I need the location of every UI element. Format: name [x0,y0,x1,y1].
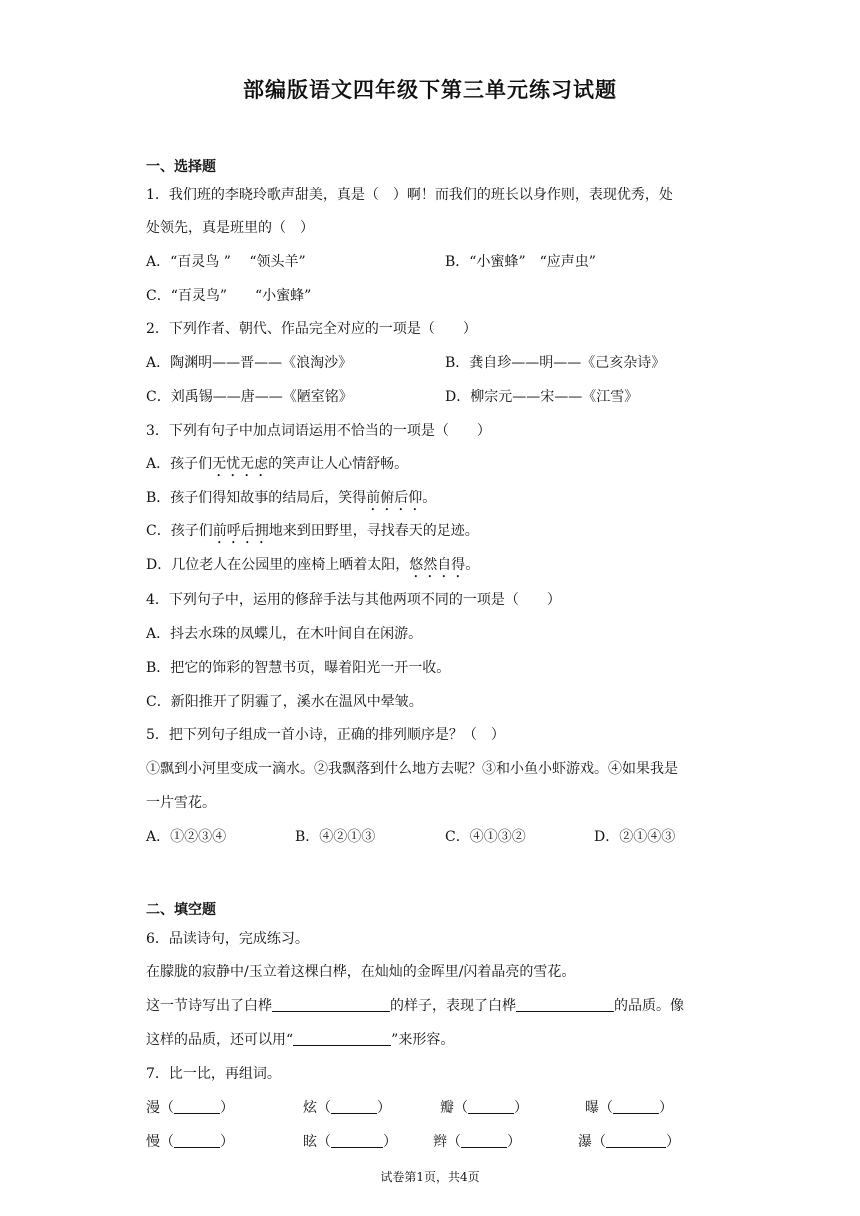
question-2-option-c: C．刘禹锡——唐——《陋室铭》 [146,389,353,405]
question-6-stem: 6．品读诗句，完成练习。 [146,931,309,947]
character: 瀑 [578,1134,592,1150]
option-b-text-end: 。 [422,490,437,506]
question-5-line-2: 一片雪花。 [146,795,216,811]
word-item [585,1098,673,1118]
question-1-option-c: C．“百灵鸟” “小蜜蜂” [146,288,312,304]
question-3-option-d [146,555,479,581]
section-heading-choice: 一、选择题 [146,159,216,175]
option-d-text: D．几位老人在公园里的座椅上晒着太阳， [146,557,410,573]
paren-right: ） [659,1100,673,1116]
paren-right: ） [377,1100,391,1116]
option-a-text: A．孩子们 [146,456,213,472]
character: 炫 [303,1100,317,1116]
option-d-dotted-phrase: 悠然自得 [409,557,466,573]
word-item [146,1132,234,1152]
question-5-stem: 5．把下列句子组成一首小诗，正确的排列顺序是？（ ） [146,727,505,743]
question-4-stem: 4．下列句子中，运用的修辞手法与其他两项不同的一项是（ ） [146,592,561,608]
word-item [146,1098,234,1118]
answer-blank[interactable] [606,1133,666,1148]
character: 漫 [146,1100,160,1116]
answer-blank[interactable] [331,1099,377,1114]
question-3-option-b [146,488,436,514]
paren-left: （ [317,1100,331,1116]
question-4-option-b: B．把它的饰彩的智慧书页，曝着阳光一开一收。 [146,660,451,676]
paren-left: （ [592,1134,606,1150]
word-item [578,1132,680,1152]
question-6-text-c: 的品质。像 [614,998,684,1014]
option-c-dotted-phrase: 前呼后拥 [212,523,269,539]
answer-blank[interactable] [461,1133,507,1148]
question-5-option-d: D．②①④③ [594,829,676,845]
question-1-option-b: B．“小蜜蜂” “应声虫” [445,254,596,270]
paren-left: （ [599,1100,613,1116]
option-a-text-end: 的笑声让人心情舒畅。 [268,456,409,472]
answer-blank[interactable] [468,1099,514,1114]
question-6-text-e: ”来形容。 [391,1032,455,1048]
question-5-line-1: ①飘到小河里变成一滴水。②我飘落到什么地方去呢？③和小鱼小虾游戏。④如果我是 [146,761,678,777]
paren-left: （ [454,1100,468,1116]
option-b-dotted-phrase: 前俯后仰 [366,490,423,506]
word-item [303,1132,397,1152]
question-3-option-c [146,521,479,547]
answer-blank-1[interactable] [272,997,390,1012]
answer-blank[interactable] [613,1099,659,1114]
paren-left: （ [160,1134,174,1150]
option-c-text: C．孩子们 [146,523,213,539]
question-1-line-2: 处领先，真是班里的（ ） [146,220,314,236]
paren-right: ） [666,1134,680,1150]
question-5-option-c: C．④①③② [445,829,526,845]
answer-blank-2[interactable] [516,997,614,1012]
character: 瓣 [440,1100,454,1116]
paren-right: ） [514,1100,528,1116]
question-5-option-a: A．①②③④ [146,829,227,845]
question-2-option-d: D．柳宗元——宋——《江雪》 [445,389,639,405]
question-5-option-b: B．④②①③ [295,829,376,845]
question-6-line-2 [146,1030,454,1050]
option-b-text: B．孩子们得知故事的结局后，笑得 [146,490,367,506]
question-3-stem: 3．下列有句子中加点词语运用不恰当的一项是（ ） [146,423,491,439]
word-item [440,1098,528,1118]
character: 辫 [433,1134,447,1150]
character: 慢 [146,1134,160,1150]
question-2-option-b: B．龚自珍——明——《己亥杂诗》 [445,355,666,371]
page-title: 部编版语文四年级下第三单元练习试题 [243,77,617,102]
question-7-stem: 7．比一比，再组词。 [146,1066,281,1082]
question-2-option-a: A．陶渊明——晋——《浪淘沙》 [146,355,353,371]
question-1-option-a: A．“百灵鸟 ” “领头羊” [146,254,306,270]
question-2-stem: 2．下列作者、朝代、作品完全对应的一项是（ ） [146,321,477,337]
section-heading-fill: 二、填空题 [146,902,216,918]
option-a-dotted-phrase: 无忧无虑 [212,456,269,472]
question-6-text-d: 这样的品质，还可以用“ [146,1032,294,1048]
character: 眩 [303,1134,317,1150]
question-4-option-c: C．新阳推开了阴霾了，溪水在温风中晕皱。 [146,694,423,710]
answer-blank[interactable] [174,1099,220,1114]
question-4-option-a: A．抖去水珠的凤蝶儿，在木叶间自在闲游。 [146,626,423,642]
paren-right: ） [220,1134,234,1150]
word-item [303,1098,391,1118]
character: 曝 [585,1100,599,1116]
paren-left: （ [447,1134,461,1150]
answer-blank-3[interactable] [293,1031,391,1046]
question-6-text-a: 这一节诗写出了白桦 [146,998,272,1014]
question-6-poem: 在朦胧的寂静中/玉立着这棵白桦，在灿灿的金晖里/闪着晶亮的雪花。 [146,964,576,980]
page-footer: 试卷第1页，共4页 [380,1170,480,1184]
paren-right: ） [507,1134,521,1150]
question-3-option-a [146,454,408,480]
paren-left: （ [317,1134,331,1150]
paren-right: ） [220,1100,234,1116]
question-6-line-1 [146,996,684,1016]
option-c-text-end: 地来到田野里，寻找春天的足迹。 [268,523,479,539]
paren-right: ） [383,1134,397,1150]
question-1-line-1: 1．我们班的李晓玲歌声甜美，真是（ ）啊！而我们的班长以身作则，表现优秀，处 [146,187,673,203]
option-d-text-end: 。 [465,557,480,573]
paren-left: （ [160,1100,174,1116]
answer-blank[interactable] [331,1133,383,1148]
word-item [433,1132,521,1152]
question-6-text-b: 的样子，表现了白桦 [390,998,516,1014]
answer-blank[interactable] [174,1133,220,1148]
